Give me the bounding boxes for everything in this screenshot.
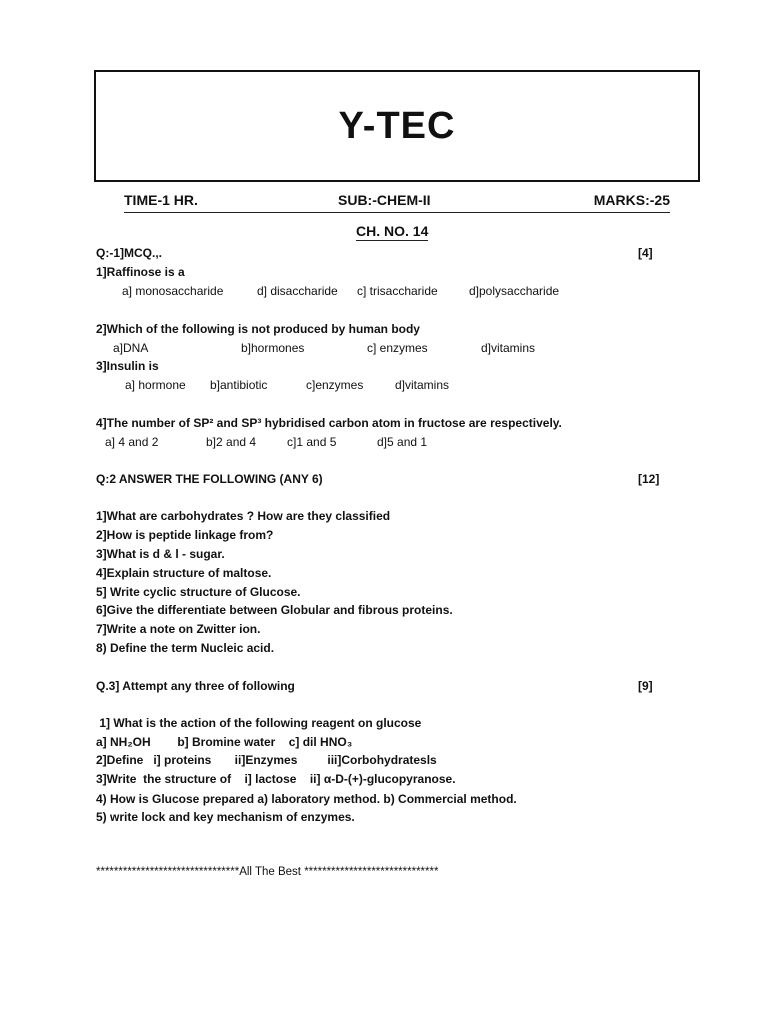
q3-item-2: 2]Define i] proteins ii]Enzymes iii]Corbohydratesls (96, 753, 437, 767)
q1-item-4: 4]The number of SP² and SP³ hybridised carbon atom in fructose are respectively. (96, 416, 562, 430)
q1-4-option-c: c]1 and 5 (287, 435, 337, 449)
q3-item-3: 3]Write the structure of i] lactose ii] α-D-(+)-glucopyranose. (96, 772, 456, 786)
exam-meta-row (124, 192, 670, 213)
q3-marks: [9] (638, 679, 653, 693)
q2-item-6: 6]Give the differentiate between Globular and fibrous proteins. (96, 603, 453, 617)
q2-heading: Q:2 ANSWER THE FOLLOWING (ANY 6) (96, 472, 323, 486)
q1-2-option-a: a]DNA (113, 341, 149, 355)
title-box (94, 70, 700, 182)
q2-item-8: 8) Define the term Nucleic acid. (96, 641, 275, 655)
q3-item-1-reagents: a] NH₂OH b] Bromine water c] dil HNO₃ (96, 735, 353, 749)
q2-item-1: 1]What are carbohydrates ? How are they classified (96, 509, 391, 523)
institute-title: Y-TEC (338, 104, 456, 147)
q1-3-option-a: a] hormone (125, 378, 186, 392)
q1-4-option-d: d]5 and 1 (377, 435, 428, 449)
q1-3-option-d: d]vitamins (395, 378, 450, 392)
exam-time: TIME-1 HR. (124, 192, 198, 208)
q3-item-1: 1] What is the action of the following reagent on glucose (96, 716, 422, 730)
q2-item-4: 4]Explain structure of maltose. (96, 566, 272, 580)
footer-all-the-best: ********************************All The Best ****************************** (96, 866, 439, 878)
q1-1-option-d: d]polysaccharide (469, 284, 560, 298)
q1-heading: Q:-1]MCQ.,. (96, 246, 162, 260)
q1-1-option-c: c] trisaccharide (357, 284, 438, 298)
q1-2-option-d: d]vitamins (481, 341, 536, 355)
q1-item-1: 1]Raffinose is a (96, 265, 185, 279)
q2-item-2: 2]How is peptide linkage from? (96, 528, 274, 542)
q2-item-7: 7]Write a note on Zwitter ion. (96, 622, 261, 636)
q1-2-option-c: c] enzymes (367, 341, 428, 355)
q1-item-3: 3]Insulin is (96, 359, 159, 373)
q3-item-5: 5) write lock and key mechanism of enzymes. (96, 810, 355, 824)
chapter-number: CH. NO. 14 (356, 223, 429, 239)
q3-heading: Q.3] Attempt any three of following (96, 679, 295, 693)
q1-3-option-c: c]enzymes (306, 378, 364, 392)
q2-item-3: 3]What is d & l - sugar. (96, 547, 225, 561)
q1-2-option-b: b]hormones (241, 341, 305, 355)
q1-item-2: 2]Which of the following is not produced by human body (96, 322, 420, 336)
exam-marks: MARKS:-25 (593, 192, 670, 208)
q1-4-option-a: a] 4 and 2 (105, 435, 159, 449)
q1-marks: [4] (638, 246, 653, 260)
q2-item-5: 5] Write cyclic structure of Glucose. (96, 585, 301, 599)
q1-1-option-b: d] disaccharide (257, 284, 338, 298)
q1-3-option-b: b]antibiotic (210, 378, 268, 392)
exam-subject: SUB:-CHEM-II (338, 192, 431, 208)
q1-4-option-b: b]2 and 4 (206, 435, 257, 449)
q2-marks: [12] (638, 472, 660, 486)
q3-item-4: 4) How is Glucose prepared a) laboratory method. b) Commercial method. (96, 792, 517, 806)
q1-1-option-a: a] monosaccharide (122, 284, 224, 298)
